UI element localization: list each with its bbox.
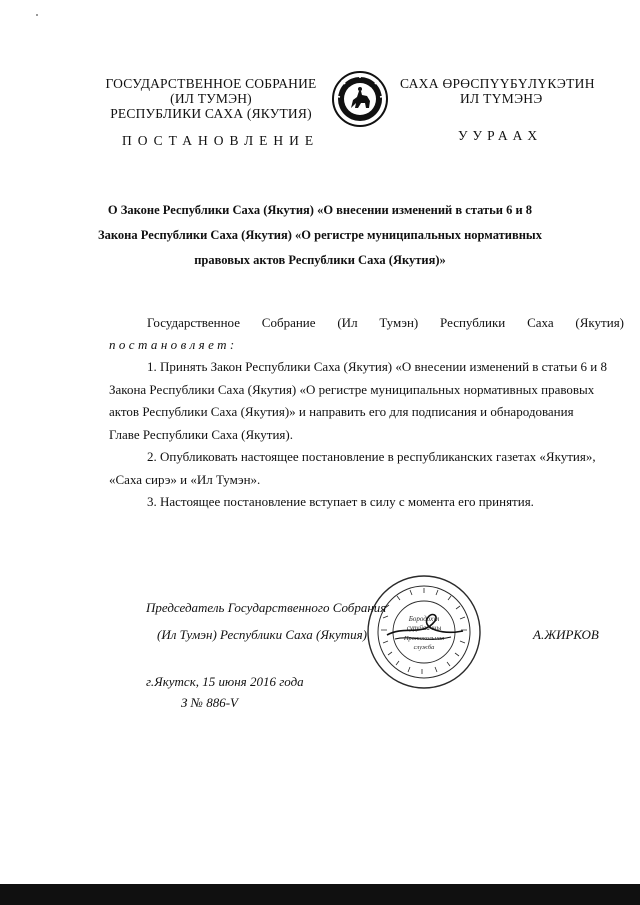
header-left-block — [95, 76, 327, 121]
item1-line-2: Закона Республики Саха (Якутия) «О регистре муниципальных нормативных правовых — [109, 381, 595, 397]
seal-inner-line-1: Бородохул — [408, 615, 440, 623]
signatory-title-line-1: Председатель Государственного Собрания — [146, 600, 387, 615]
title-line-1: О Законе Республики Саха (Якутия) «О внесении изменений в статьи 6 и 8 — [107, 203, 533, 217]
doc-type-sah: УУРААХ — [458, 128, 543, 143]
item2-line-1: 2. Опубликовать настоящее постановление в республиканских газетах «Якутия», — [147, 449, 596, 464]
doc-type-ru: ПОСТАНОВЛЕНИЕ — [122, 133, 320, 148]
place-and-date: г.Якутск, 15 июня 2016 года — [146, 674, 304, 689]
header-left-line-2: (ИЛ ТУМЭН) — [170, 91, 252, 106]
seal-inner-line-3: Протокольная — [403, 635, 445, 642]
header-right-line-1: САХА ӨРӨСПҮҮБҮЛҮКЭТИН — [400, 76, 595, 91]
resolution-number: З № 886-V — [181, 695, 238, 710]
seal-inner-line-2: суруйааччы — [406, 624, 442, 632]
item1-line-1: 1. Принять Закон Республики Саха (Якутия) «О внесении изменений в статьи 6 и 8 — [147, 359, 607, 374]
item1-line-4: Главе Республики Саха (Якутия). — [109, 426, 293, 442]
signatory-name: А.ЖИРКОВ — [533, 627, 599, 642]
scan-edge-bar — [0, 884, 640, 905]
resolution-item-1 — [109, 356, 624, 446]
signatory-title-line-2: (Ил Тумэн) Республики Саха (Якутия) — [157, 627, 367, 642]
postanovlyaet-text: постановляет: — [109, 337, 238, 352]
header-left-line-1: ГОСУДАРСТВЕННОЕ СОБРАНИЕ — [105, 76, 317, 91]
resolution-item-3: 3. Настоящее постановление вступает в силу с момента его принятия. — [147, 494, 534, 509]
document-title — [90, 198, 550, 273]
item2-line-2: «Саха сирэ» и «Ил Тумэн». — [109, 471, 261, 487]
title-line-2: Закона Республики Саха (Якутия) «О регистре муниципальных нормативных — [98, 228, 542, 242]
resolution-item-2 — [109, 446, 624, 491]
official-seal-icon — [365, 573, 483, 691]
header-right-block — [400, 76, 615, 106]
scan-artifact-dot — [36, 14, 38, 16]
header-right-line-2: ИЛ ТҮМЭНЭ — [460, 91, 543, 106]
header-left-line-3: РЕСПУБЛИКИ САХА (ЯКУТИЯ) — [110, 106, 312, 121]
seal-inner-line-4: служба — [413, 644, 435, 651]
item1-line-3: актов Республики Саха (Якутия)» и направить его для подписания и обнародования — [109, 404, 574, 420]
coat-of-arms-icon — [331, 70, 389, 128]
title-line-3: правовых актов Республики Саха (Якутия)» — [194, 253, 446, 267]
preamble-text: Государственное Собрание (Ил Тумэн) Республики Саха (Якутия) — [147, 315, 624, 330]
